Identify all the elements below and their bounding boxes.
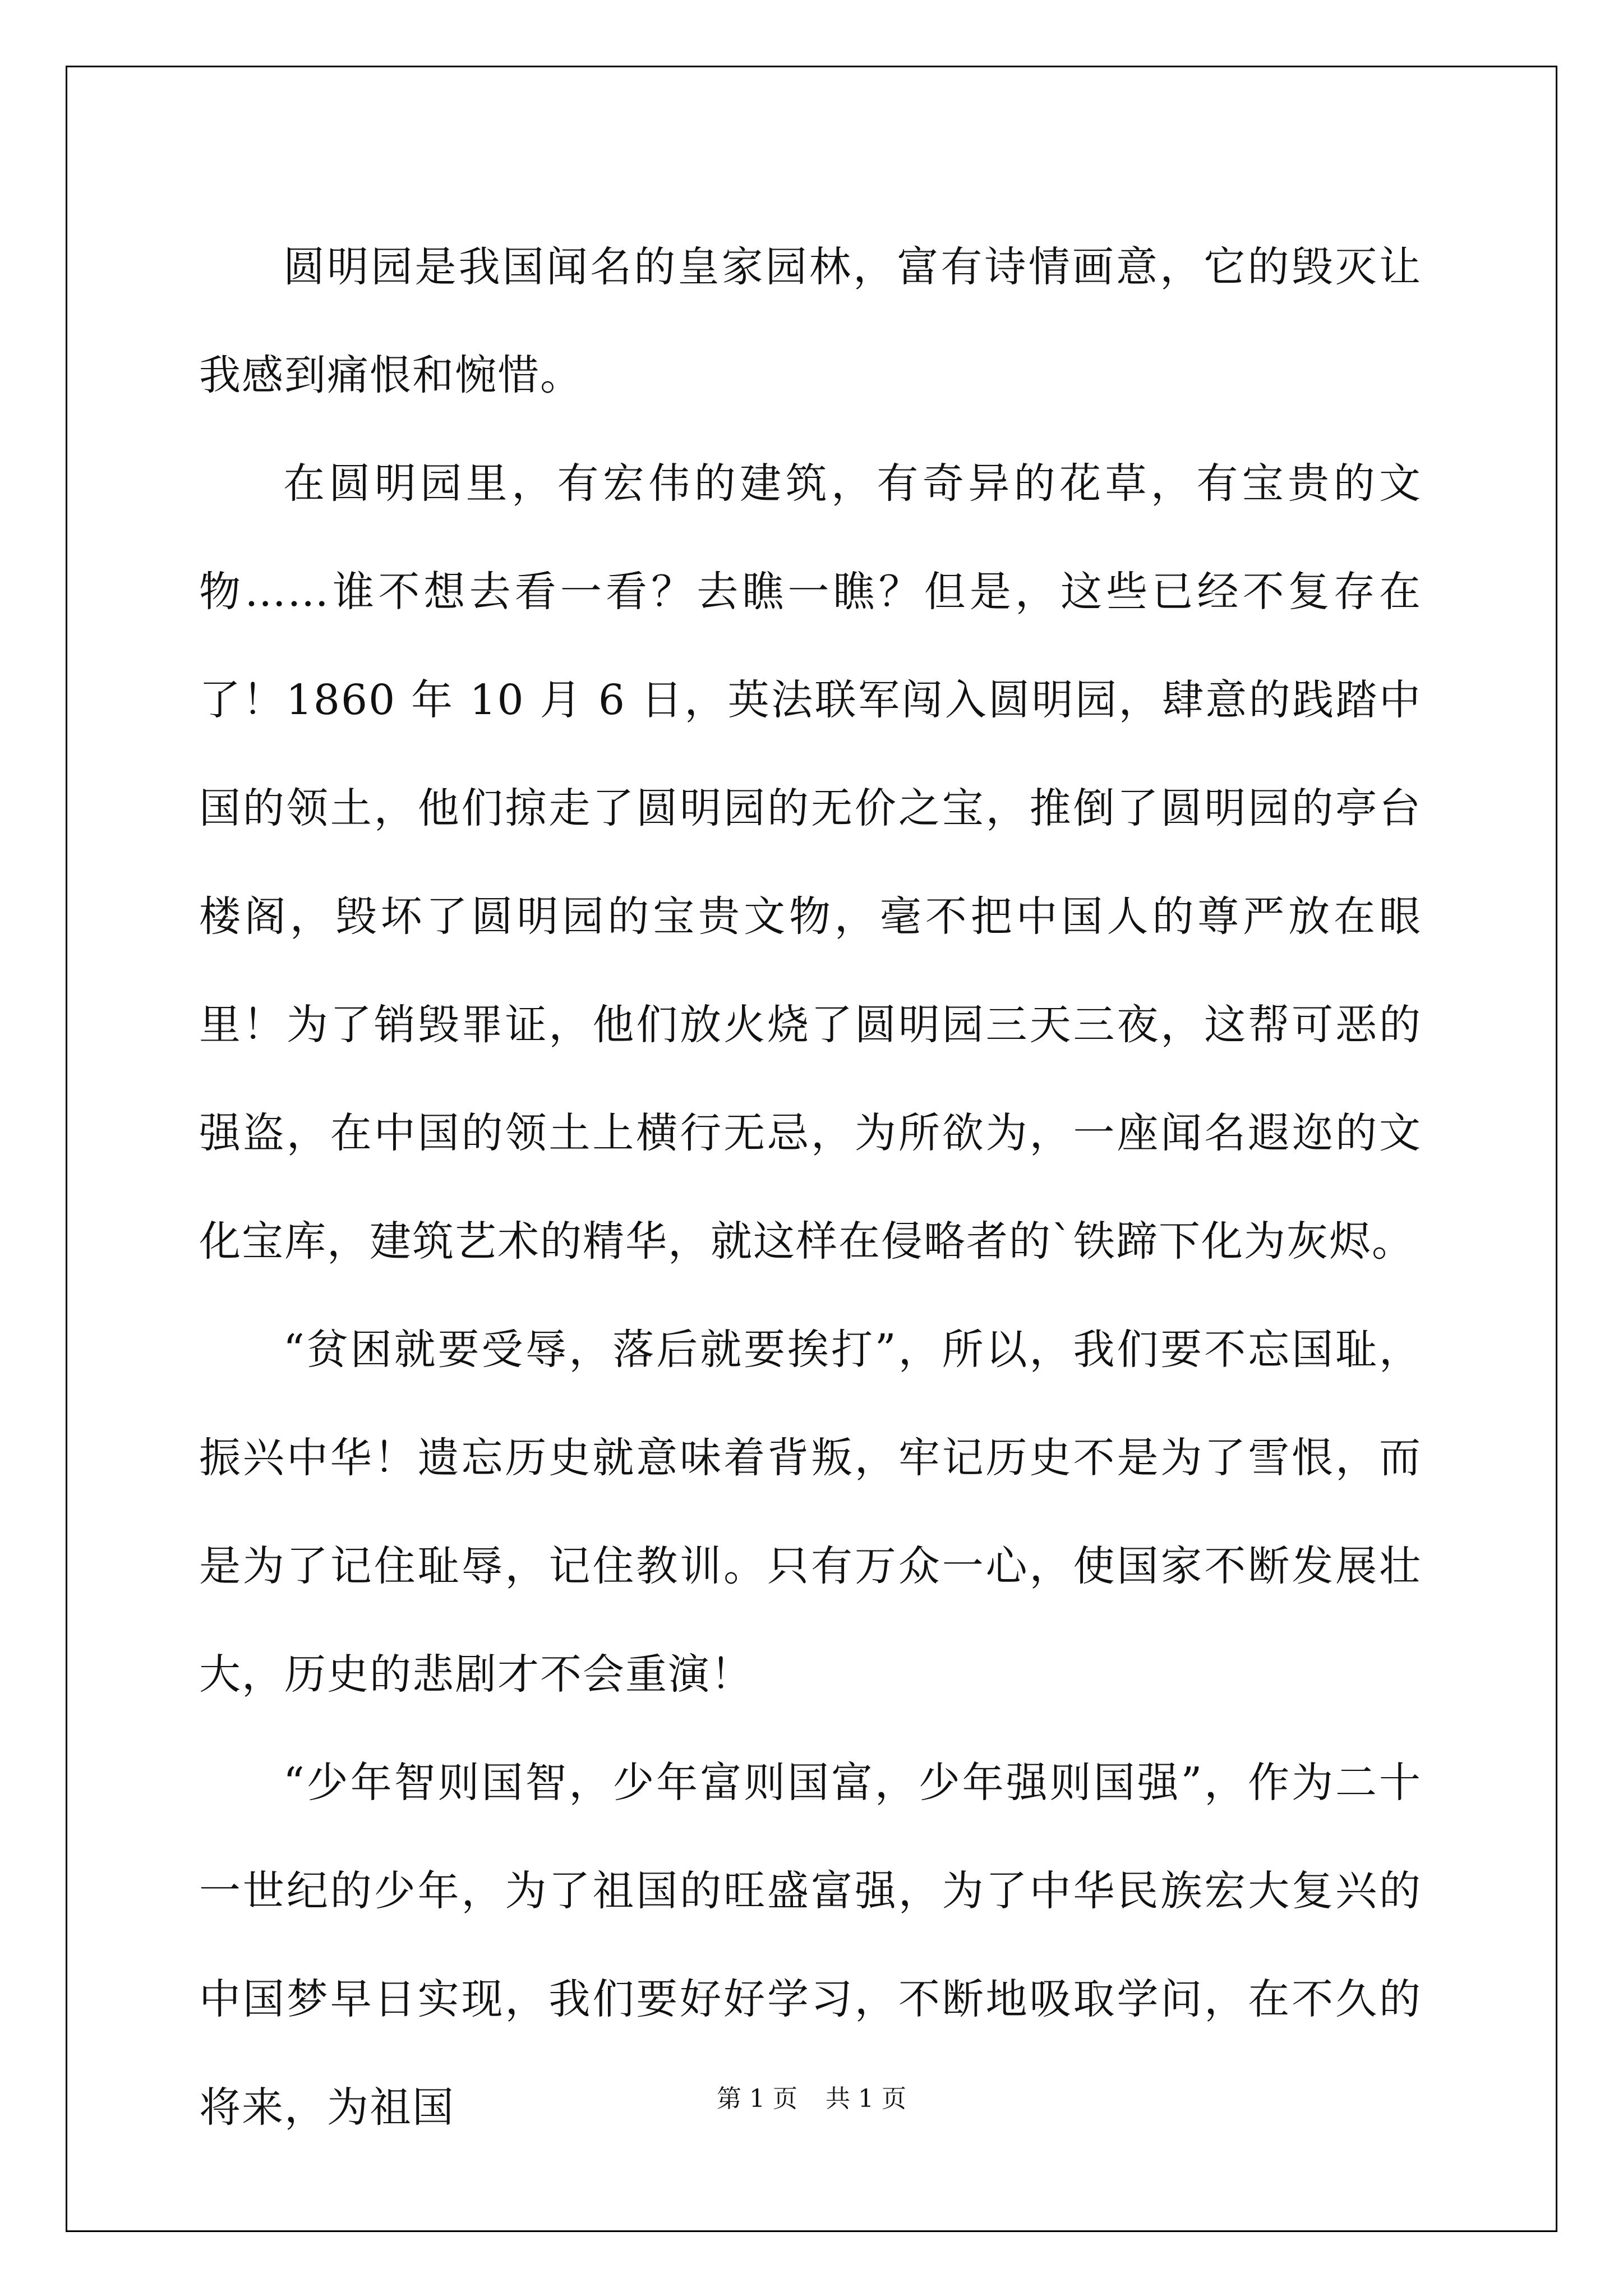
paragraph-2: 在圆明园里，有宏伟的建筑，有奇异的花草，有宝贵的文物……谁不想去看一看？去瞧一瞧？但是，这些已经不复存在了！1860 年 10 月 6 日，英法联军闯入圆明园，肆意的践踏中国的领土，他们掠走了圆明园的无价之宝，推倒了圆明园的亭台楼阁，毁坏了圆明园的宝贵文物，毫不把中国人的尊严放在眼里！为了销毁罪证，他们放火烧了圆明园三天三夜，这帮可恶的强盗，在中国的领土上横行无忌，为所欲为，一座闻名遐迩的文化宝库，建筑艺术的精华，就这样在侵略者的`铁蹄下化为灰烬。 bbox=[199, 459, 1422, 1266]
document-body bbox=[199, 213, 1422, 2162]
paragraph-3: “贫困就要受辱，落后就要挨打”，所以，我们要不忘国耻，振兴中华！遗忘历史就意味着背叛，牢记历史不是为了雪恨，而是为了记住耻辱，记住教训。只有万众一心，使国家不断发展壮大，历史的悲剧才不会重演！ bbox=[199, 1326, 1422, 1699]
paragraph-4: “少年智则国智，少年富则国富，少年强则国强”，作为二十一世纪的少年，为了祖国的旺盛富强，为了中华民族宏大复兴的中国梦早日实现，我们要好好学习，不断地吸取学问，在不久的将来，为祖国 bbox=[199, 1759, 1422, 2132]
paragraph-1: 圆明园是我国闻名的皇家园林，富有诗情画意，它的毁灭让我感到痛恨和惋惜。 bbox=[199, 243, 1422, 399]
page-number: 第 1 页 bbox=[717, 2085, 797, 2113]
page-total: 共 1 页 bbox=[826, 2085, 906, 2113]
page-footer bbox=[0, 2078, 1623, 2114]
